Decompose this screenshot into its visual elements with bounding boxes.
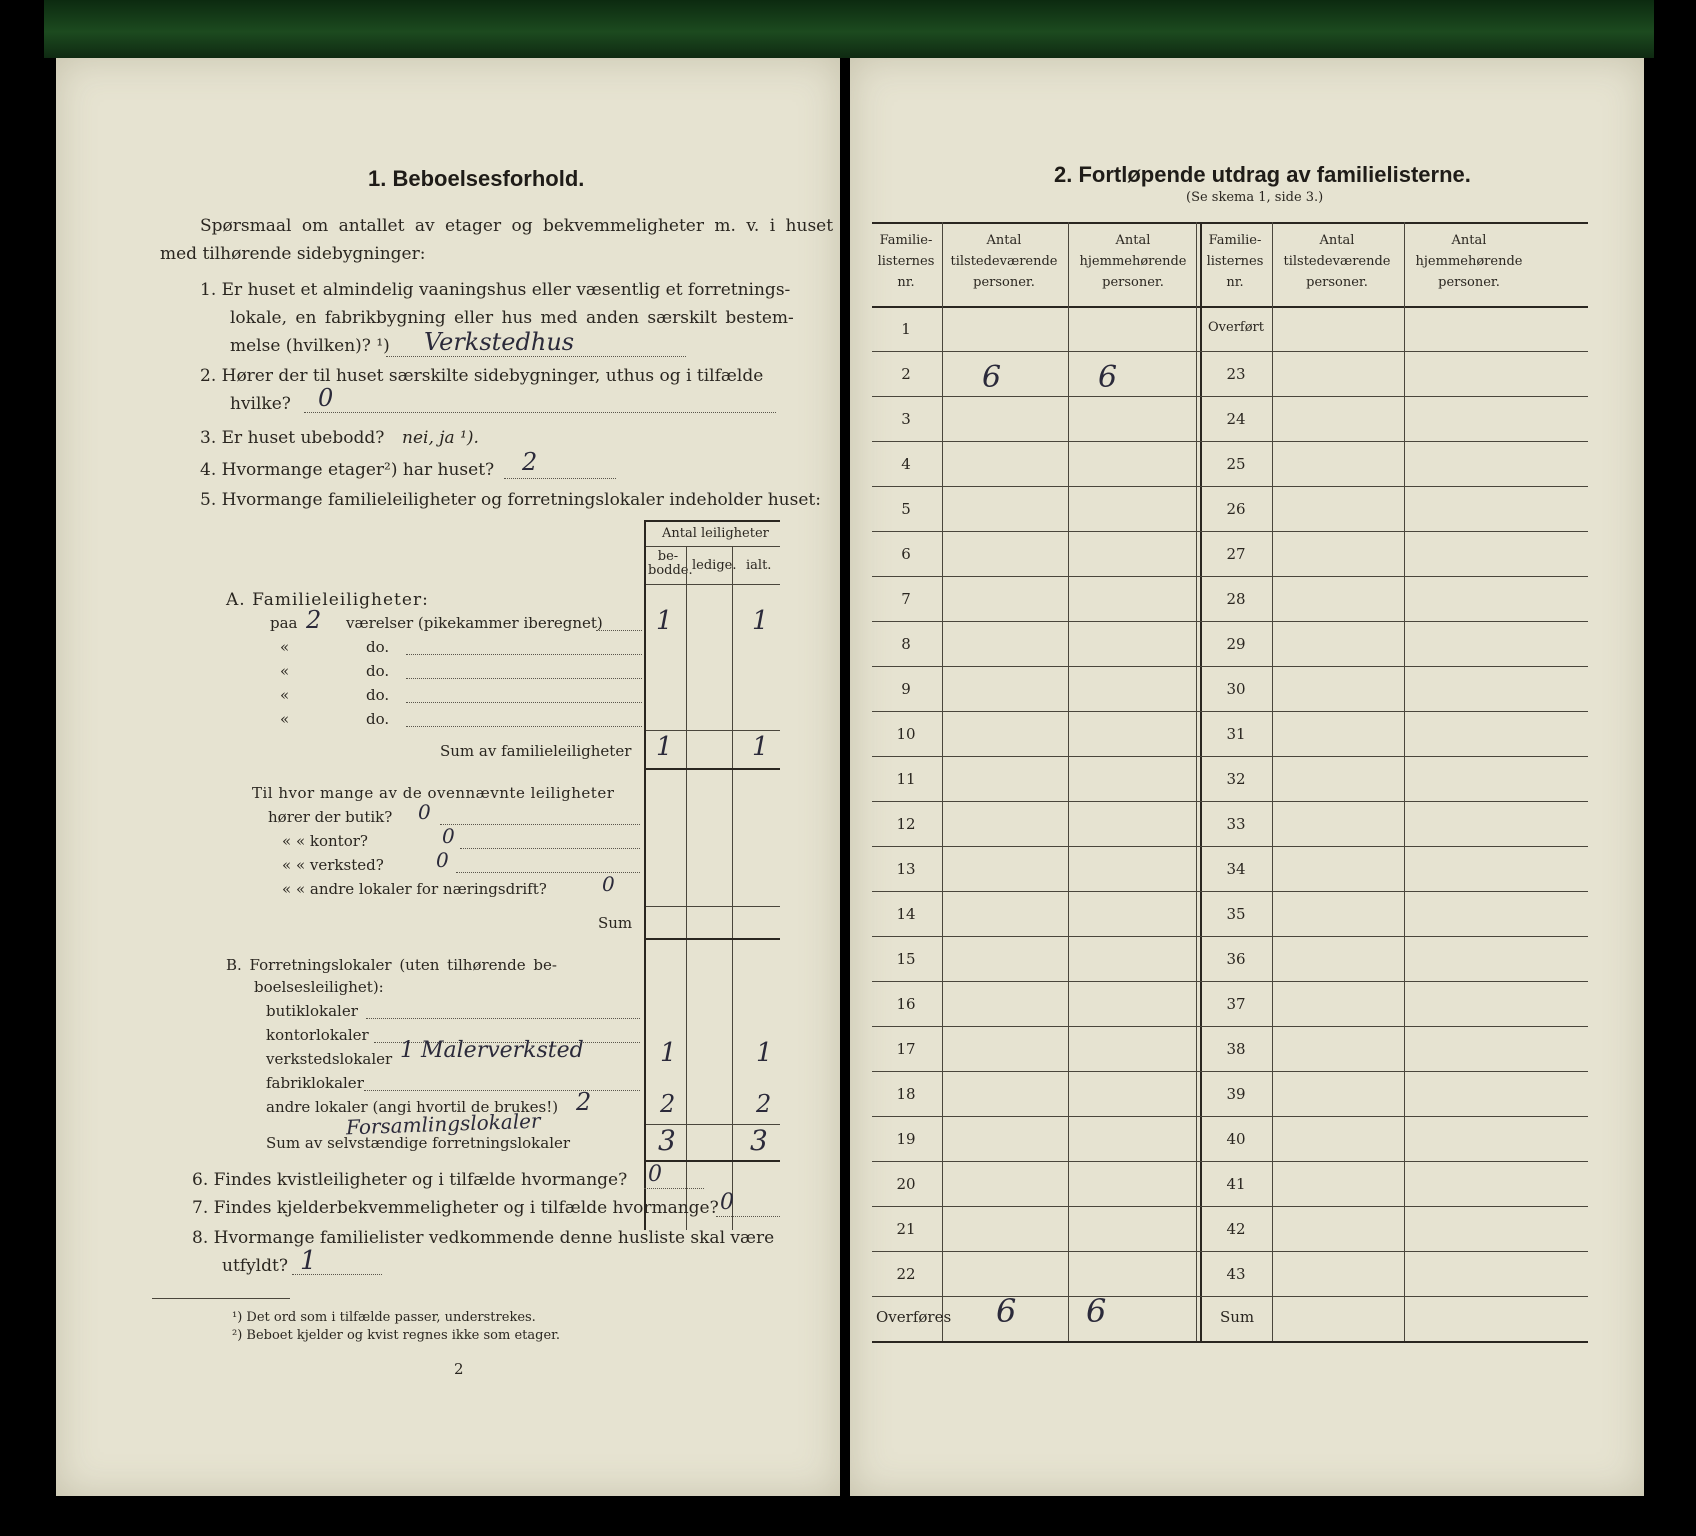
- family-list-number: 4: [901, 455, 911, 473]
- family-list-number: 11: [896, 770, 916, 788]
- family-list-number: 1: [901, 320, 911, 338]
- q5-question: 5. Hvormange familieleiligheter og forretningslokaler indeholder huset:: [200, 490, 821, 510]
- a-row1-rooms: 2: [306, 606, 322, 634]
- row-line: [872, 1296, 1588, 1297]
- andre-label: « « andre lokaler for næringsdrift?: [282, 880, 547, 898]
- family-list-number: 25: [1226, 455, 1246, 473]
- row-line: [872, 486, 1588, 487]
- row-line: [872, 621, 1588, 622]
- b-title-line-1: B. Forretningslokaler (uten tilhørende be-: [226, 956, 557, 974]
- row-line: [872, 1026, 1588, 1027]
- family-list-number: 21: [896, 1220, 916, 1238]
- ditto-mark-4: «: [280, 710, 290, 728]
- sum-label: Sum: [598, 914, 633, 932]
- row2-hjem: 6: [1098, 360, 1118, 395]
- q4-answer: 2: [522, 448, 538, 476]
- family-list-number: 16: [896, 995, 916, 1013]
- family-list-number: 39: [1226, 1085, 1246, 1103]
- a-row1-prefix: paa: [270, 614, 298, 632]
- header-fam-right: Familie- listernes nr.: [1206, 233, 1264, 290]
- fabriklokaler-label: fabriklokaler: [266, 1074, 364, 1092]
- family-list-number: 35: [1226, 905, 1246, 923]
- family-list-number: 31: [1226, 725, 1246, 743]
- kontor-label: « « kontor?: [282, 832, 368, 850]
- family-list-number: 5: [901, 500, 911, 518]
- col-ialt: ialt.: [746, 558, 772, 573]
- andre-lokaler-bebodde: 2: [660, 1090, 676, 1118]
- right-section-title: 2. Fortløpende utdrag av familielisterne.: [1054, 162, 1471, 187]
- family-list-number: 26: [1226, 500, 1246, 518]
- binding-edge: [44, 0, 1654, 58]
- a-sum-bebodde: 1: [656, 732, 673, 762]
- header-fam-left: Familie- listernes nr.: [877, 233, 935, 290]
- row-line: [872, 981, 1588, 982]
- butik-answer: 0: [418, 800, 431, 824]
- family-list-number: 29: [1226, 635, 1246, 653]
- family-list-number: 19: [896, 1130, 916, 1148]
- overfores-tilst: 6: [996, 1292, 1017, 1330]
- row-line: [872, 1161, 1588, 1162]
- header-tilst-right: Antal tilstedeværende personer.: [1283, 233, 1391, 290]
- column-divider: [1404, 222, 1405, 1341]
- row-line: [872, 801, 1588, 802]
- verkstedslokaler-bebodde: 1: [660, 1038, 677, 1068]
- footnote-1: ¹) Det ord som i tilfælde passer, understrekes.: [232, 1310, 536, 1325]
- family-list-number: 10: [896, 725, 916, 743]
- q7-answer: 0: [720, 1190, 734, 1215]
- column-divider: [942, 222, 943, 1341]
- verkstedslokaler-answer: 1 Malerverksted: [400, 1038, 584, 1063]
- ditto-3: do.: [366, 686, 390, 704]
- header-hjem-left: Antal hjemmehørende personer.: [1079, 233, 1187, 290]
- a-sum-ialt: 1: [752, 732, 769, 762]
- q3-options: nei, ja ¹).: [402, 428, 479, 448]
- overfores-label: Overføres: [876, 1308, 952, 1326]
- b-sum-label: Sum av selvstændige forretningslokaler: [266, 1134, 571, 1152]
- family-list-number: 38: [1226, 1040, 1246, 1058]
- row-line: [872, 711, 1588, 712]
- verkstedslokaler-label: verkstedslokaler: [266, 1050, 393, 1068]
- ditto-mark-1: «: [280, 638, 290, 656]
- family-list-number: 17: [896, 1040, 916, 1058]
- q2-answer: 0: [318, 384, 334, 412]
- table-bottom-line: [872, 1341, 1588, 1343]
- row-line: [872, 1071, 1588, 1072]
- row-line: [872, 441, 1588, 442]
- family-list-number: 7: [901, 590, 911, 608]
- family-list-number: 6: [901, 545, 911, 563]
- col-bebodde: be- bodde.: [648, 549, 693, 578]
- q7-question: 7. Findes kjelderbekvemmeligheter og i tilfælde hvormange?: [192, 1198, 719, 1218]
- kontor-answer: 0: [442, 824, 455, 848]
- til-line: Til hvor mange av de ovennævnte leiligheter: [252, 784, 615, 802]
- family-list-number: 41: [1226, 1175, 1246, 1193]
- andre-lokaler-ialt: 2: [756, 1090, 772, 1118]
- b-sum-bebodde: 3: [658, 1124, 676, 1157]
- q1-line-3: melse (hvilken)? ¹): [230, 336, 390, 356]
- family-list-number: 22: [896, 1265, 916, 1283]
- family-list-number: 20: [896, 1175, 916, 1193]
- q6-question: 6. Findes kvistleiligheter og i tilfælde hvormange?: [192, 1170, 628, 1190]
- q1-line-2: lokale, en fabrikbygning eller hus med anden særskilt bestem-: [230, 308, 794, 328]
- family-list-number: 2: [901, 365, 911, 383]
- family-list-number: 9: [901, 680, 911, 698]
- a-row1-ialt: 1: [752, 606, 769, 636]
- q2-line-1: 2. Hører der til huset særskilte sidebygninger, uthus og i tilfælde: [200, 366, 764, 386]
- ditto-2: do.: [366, 662, 390, 680]
- ditto-1: do.: [366, 638, 390, 656]
- b-title-line-2: boelsesleilighet):: [254, 978, 384, 996]
- left-page: [56, 58, 840, 1496]
- row2-tilst: 6: [982, 360, 1002, 395]
- row-line: [872, 1251, 1588, 1252]
- family-list-number: 30: [1226, 680, 1246, 698]
- butiklokaler-label: butiklokaler: [266, 1002, 358, 1020]
- family-list-number: 23: [1226, 365, 1246, 383]
- row-line: [872, 351, 1588, 352]
- q8-line-2: utfyldt?: [222, 1256, 288, 1276]
- row-line: [872, 756, 1588, 757]
- verkstedslokaler-ialt: 1: [756, 1038, 773, 1068]
- b-sum-ialt: 3: [750, 1124, 768, 1157]
- verksted-label: « « verksted?: [282, 856, 384, 874]
- family-list-number: 8: [901, 635, 911, 653]
- family-list-number: 28: [1226, 590, 1246, 608]
- family-list-number: 42: [1226, 1220, 1246, 1238]
- a-row1-suffix: værelser (pikekammer iberegnet): [346, 614, 603, 632]
- table-header: Antal leiligheter: [662, 526, 769, 541]
- column-divider: [1200, 222, 1202, 1341]
- page-number: 2: [454, 1360, 464, 1378]
- family-list-number: Overført: [1208, 320, 1264, 335]
- family-list-number: 14: [896, 905, 916, 923]
- row-line: [872, 891, 1588, 892]
- col-ledige: ledige.: [692, 558, 737, 573]
- andre-answer: 0: [602, 872, 615, 896]
- family-list-number: 36: [1226, 950, 1246, 968]
- column-divider: [1068, 222, 1069, 1341]
- row-line: [872, 1116, 1588, 1117]
- family-list-number: 32: [1226, 770, 1246, 788]
- left-section-title: 1. Beboelsesforhold.: [368, 166, 585, 191]
- ditto-mark-3: «: [280, 686, 290, 704]
- family-list-number: 37: [1226, 995, 1246, 1013]
- kontorlokaler-label: kontorlokaler: [266, 1026, 369, 1044]
- family-list-number: 27: [1226, 545, 1246, 563]
- q1-line-1: 1. Er huset et almindelig vaaningshus eller væsentlig et forretnings-: [200, 280, 791, 300]
- intro-line-1: Spørsmaal om antallet av etager og bekvemmeligheter m. v. i huset: [200, 216, 834, 236]
- family-list-number: 34: [1226, 860, 1246, 878]
- andre-lokaler-answer: 2: [576, 1088, 592, 1116]
- overfores-hjem: 6: [1086, 1292, 1107, 1330]
- right-page: [850, 58, 1644, 1496]
- q2-line-2: hvilke?: [230, 394, 291, 414]
- header-tilst-left: Antal tilstedeværende personer.: [950, 233, 1058, 290]
- a-row1-bebodde: 1: [656, 606, 673, 636]
- andre-lokaler-label: andre lokaler (angi hvortil de brukes!): [266, 1098, 559, 1116]
- family-list-number: 40: [1226, 1130, 1246, 1148]
- right-subtitle: (Se skema 1, side 3.): [1186, 190, 1324, 205]
- footnote-2: ²) Beboet kjelder og kvist regnes ikke som etager.: [232, 1328, 561, 1343]
- family-list-number: 3: [901, 410, 911, 428]
- ditto-mark-2: «: [280, 662, 290, 680]
- q3-question: 3. Er huset ubebodd?: [200, 428, 385, 448]
- family-list-number: 33: [1226, 815, 1246, 833]
- q4-question: 4. Hvormange etager²) har huset?: [200, 460, 495, 480]
- row-line: [872, 531, 1588, 532]
- column-divider: [1196, 222, 1197, 1341]
- intro-line-2: med tilhørende sidebygninger:: [160, 244, 426, 264]
- column-divider: [1272, 222, 1273, 1341]
- row-line: [872, 1206, 1588, 1207]
- family-list-number: 24: [1226, 410, 1246, 428]
- family-list-number: 12: [896, 815, 916, 833]
- family-list-number: 13: [896, 860, 916, 878]
- verksted-answer: 0: [436, 848, 449, 872]
- sum-right-label: Sum: [1220, 1308, 1255, 1326]
- row-line: [872, 576, 1588, 577]
- family-list-number: 15: [896, 950, 916, 968]
- a-sum-label: Sum av familieleiligheter: [440, 742, 632, 760]
- row-line: [872, 936, 1588, 937]
- andre-lokaler-note: Forsamlingslokaler: [345, 1108, 541, 1140]
- q8-answer: 1: [300, 1246, 317, 1276]
- family-list-number: 18: [896, 1085, 916, 1103]
- q1-answer: Verkstedhus: [424, 328, 575, 356]
- row-line: [872, 846, 1588, 847]
- q6-answer: 0: [648, 1162, 662, 1187]
- butik-label: hører der butik?: [268, 808, 393, 826]
- row-line: [872, 396, 1588, 397]
- header-hjem-right: Antal hjemmehørende personer.: [1415, 233, 1523, 290]
- family-list-number: 43: [1226, 1265, 1246, 1283]
- ditto-4: do.: [366, 710, 390, 728]
- row-line: [872, 666, 1588, 667]
- a-title: A. Familieleiligheter:: [226, 590, 429, 610]
- q8-line-1: 8. Hvormange familielister vedkommende denne husliste skal være: [192, 1228, 775, 1248]
